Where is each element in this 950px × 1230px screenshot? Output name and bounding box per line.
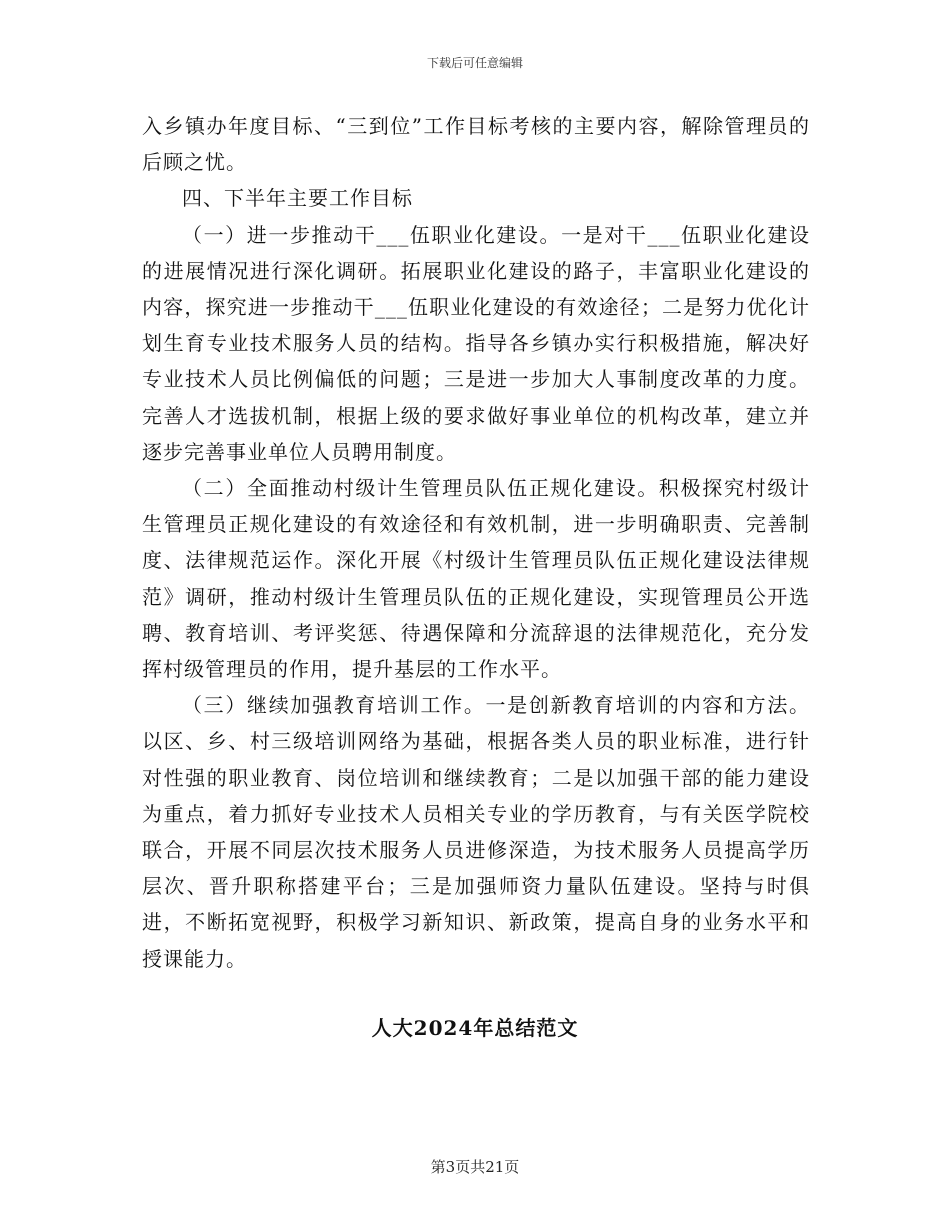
paragraph-item-3: （三）继续加强教育培训工作。一是创新教育培训的内容和方法。以区、乡、村三级培训网络为基础，根据各类人员的职业标准，进行针对性强的职业教育、岗位培训和继续教育；二是以加强干部的能力建设为重点，着力抓好专业技术人员相关专业的学历教育，与有关医学院校联合，开展不同层次技术服务人员进修深造，为技术服务人员提高学历层次、晋升职称搭建平台；三是加强师资力量队伍建设。坚持与时俱进，不断拓宽视野，积极学习新知识、新政策，提高自身的业务水平和授课能力。 — [142, 693, 810, 971]
section-title: 人大2024年总结范文 — [371, 1016, 579, 1040]
paragraph-item-2: （二）全面推动村级计生管理员队伍正规化建设。积极探究村级计生管理员正规化建设的有效途径和有效机制，进一步明确职责、完善制度、法律规范运作。深化开展《村级计生管理员队伍正规化建设法律规范》调研，推动村级计生管理员队伍的正规化建设，实现管理员公开选聘、教育培训、考评奖惩、待遇保障和分流辞退的法律规范化，充分发挥村级管理员的作用，提升基层的工作水平。 — [142, 476, 810, 682]
document-body — [142, 108, 810, 977]
page-footer: 第3页共21页 — [430, 1158, 520, 1176]
heading-work-goals: 四、下半年主要工作目标 — [182, 186, 413, 211]
page-header: 下载后可任意编辑 — [426, 56, 523, 70]
paragraph-continuation: 入乡镇办年度目标、“三到位”工作目标考核的主要内容，解除管理员的后顾之忧。 — [142, 114, 810, 175]
paragraph-item-1: （一）进一步推动干___伍职业化建设。一是对干___伍职业化建设的进展情况进行深化调研。拓展职业化建设的路子，丰富职业化建设的内容，探究进一步推动干___伍职业化建设的有效途径；二是努力优化计划生育专业技术服务人员的结构。指导各乡镇办实行积极措施，解决好专业技术人员比例偏低的问题；三是进一步加大人事制度改革的力度。完善人才选拔机制，根据上级的要求做好事业单位的机构改革，建立并逐步完善事业单位人员聘用制度。 — [142, 222, 810, 464]
